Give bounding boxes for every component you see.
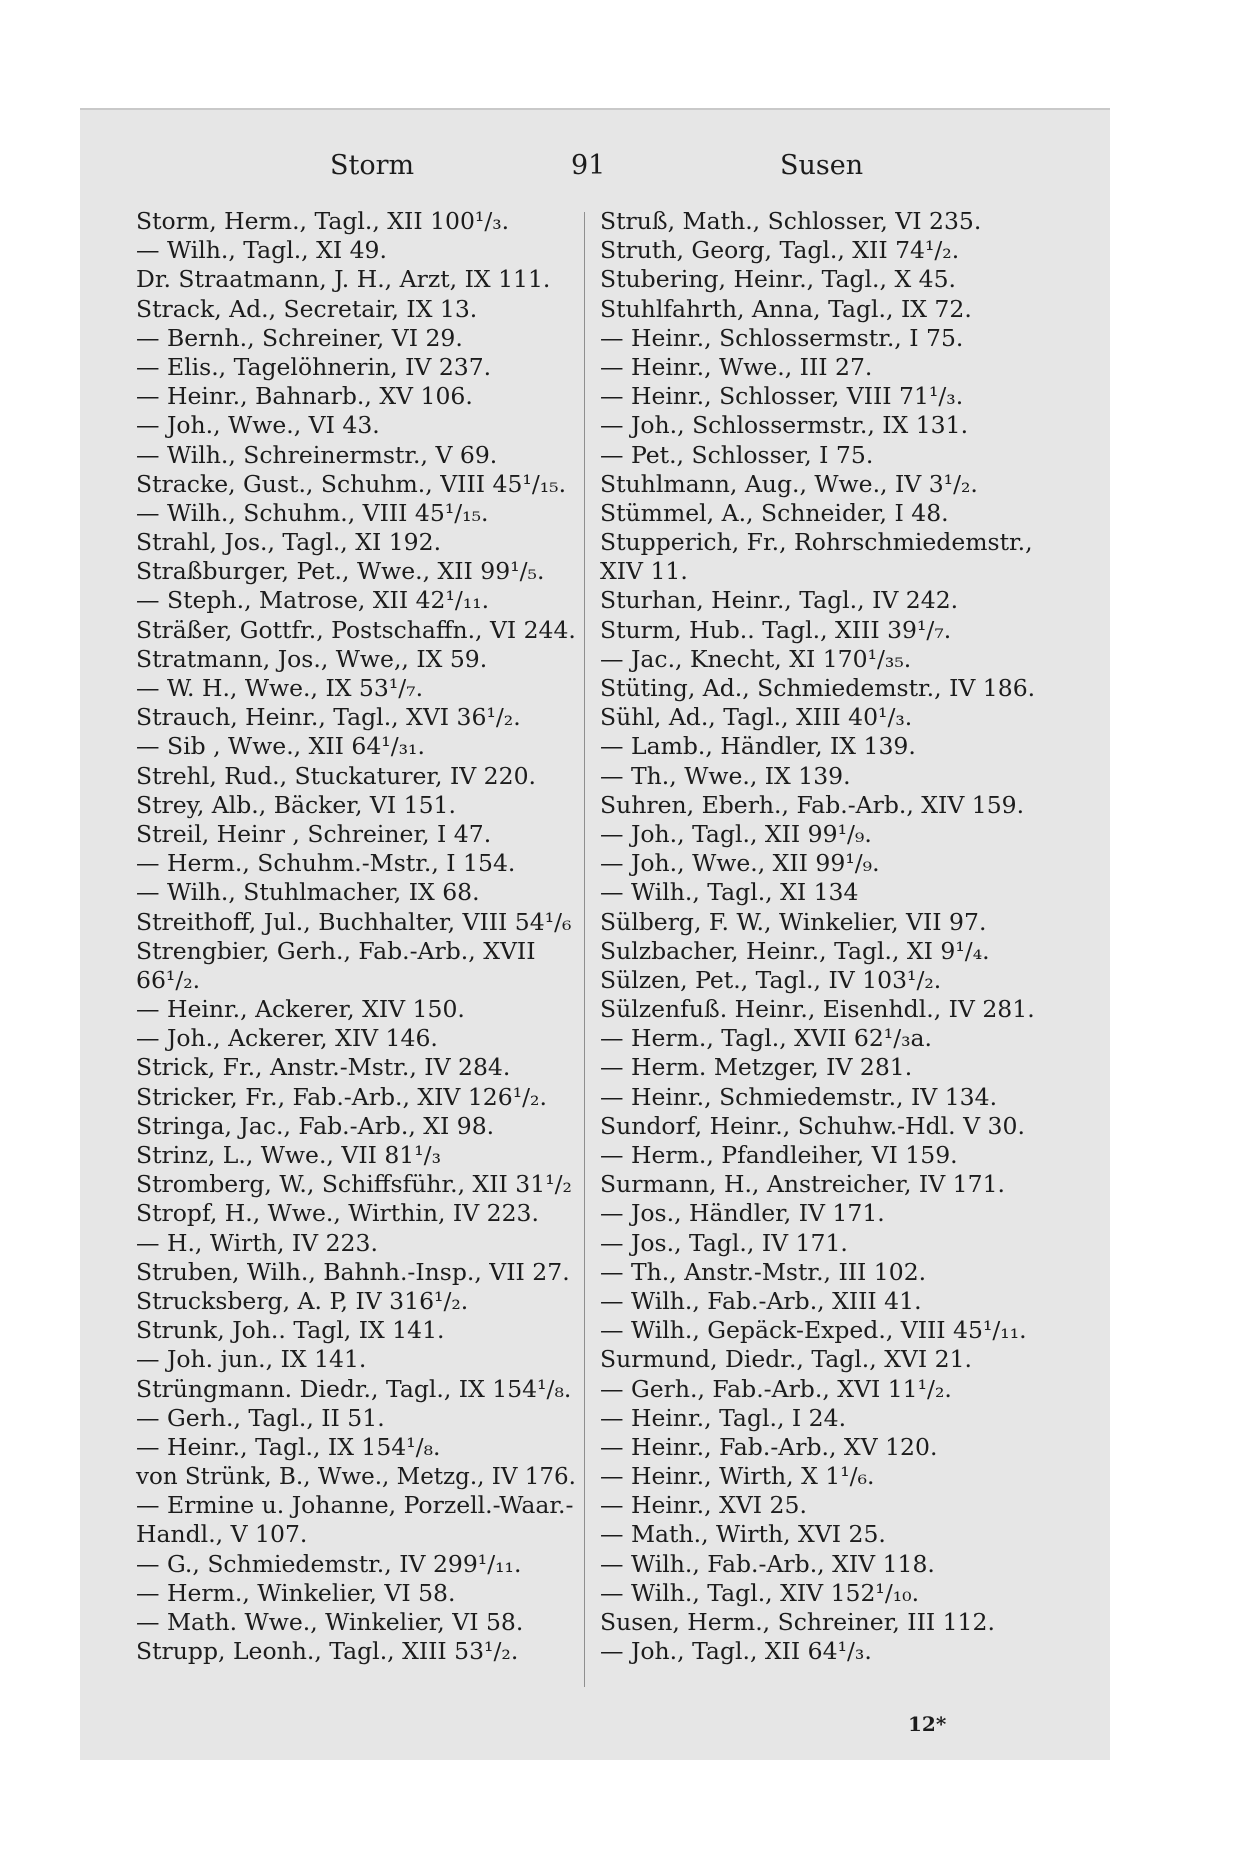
directory-entry: — Herm., Winkelier, VI 58. [136, 1578, 456, 1607]
directory-entry: Strinz, L., Wwe., VII 81¹/₃ [136, 1141, 442, 1169]
directory-entry: Sülberg, F. W., Winkelier, VII 97. [600, 907, 987, 936]
directory-entry: Sühl, Ad., Tagl., XIII 40¹/₃. [600, 703, 913, 732]
directory-entry: — Lamb., Händler, IX 139. [600, 732, 916, 761]
directory-entry: — Heinr., Bahnarb., XV 106. [136, 382, 473, 411]
directory-entry: Dr. Straatmann, J. H., Arzt, IX 111. [136, 265, 551, 294]
directory-entry: — Wilh., Tagl., XI 49. [136, 236, 387, 265]
directory-entry: Sträßer, Gottfr., Postschaffn., VI 244. [136, 615, 576, 644]
directory-entry: Strey, Alb., Bäcker, VI 151. [136, 790, 456, 819]
header-left-word: Storm [330, 150, 415, 181]
directory-entry: Stratmann, Jos., Wwe,, IX 59. [136, 644, 488, 673]
directory-entry: — Heinr., Tagl., IX 154¹/₈. [136, 1432, 441, 1461]
directory-entry: — Joh., Tagl., XII 64¹/₃. [600, 1637, 872, 1666]
directory-entry: — Jac., Knecht, XI 170¹/₃₅. [600, 644, 912, 673]
column-divider [584, 212, 585, 1687]
directory-entry: — Gerh., Fab.-Arb., XVI 11¹/₂. [600, 1374, 952, 1403]
directory-entry: — Joh. jun., IX 141. [136, 1345, 367, 1374]
directory-entry: Susen, Herm., Schreiner, III 112. [600, 1608, 995, 1636]
directory-entry: Stromberg, W., Schiffsführ., XII 31¹/₂ [136, 1170, 572, 1199]
directory-entry: Struß, Math., Schlosser, VI 235. [600, 207, 982, 235]
directory-entry: Surmann, H., Anstreicher, IV 171. [600, 1170, 1005, 1199]
directory-entry: — Jos., Händler, IV 171. [600, 1199, 885, 1228]
directory-entry: Stricker, Fr., Fab.-Arb., XIV 126¹/₂. [136, 1082, 547, 1111]
directory-entry: — W. H., Wwe., IX 53¹/₇. [136, 674, 424, 702]
directory-entry: Strack, Ad., Secretair, IX 13. [136, 294, 478, 323]
directory-entry: Sturm, Hub.. Tagl., XIII 39¹/₇. [600, 615, 952, 644]
directory-entry: Streil, Heinr , Schreiner, I 47. [136, 819, 492, 848]
directory-entry: Surmund, Diedr., Tagl., XVI 21. [600, 1345, 973, 1374]
directory-entry: Strauch, Heinr., Tagl., XVI 36¹/₂. [136, 703, 521, 732]
directory-entry: — Jos., Tagl., IV 171. [600, 1228, 848, 1257]
directory-entry: — Herm., Pfandleiher, VI 159. [600, 1141, 958, 1169]
directory-entry: — Wilh., Fab.-Arb., XIV 118. [600, 1549, 935, 1578]
directory-entry: Stracke, Gust., Schuhm., VIII 45¹/₁₅. [136, 469, 567, 498]
directory-entry: Suhren, Eberh., Fab.-Arb., XIV 159. [600, 790, 1025, 819]
directory-entry: — Heinr., Schlosser, VIII 71¹/₃. [600, 382, 964, 411]
right-column [600, 207, 1040, 1666]
directory-entry: — Wilh., Fab.-Arb., XIII 41. [600, 1286, 922, 1315]
directory-entry: — Wilh., Tagl., XIV 152¹/₁₀. [600, 1578, 920, 1607]
directory-entry: Storm, Herm., Tagl., XII 100¹/₃. [136, 207, 510, 235]
directory-entry: Streithoff, Jul., Buchhalter, VIII 54¹/₆ [136, 907, 572, 936]
directory-entry: Stuhlfahrth, Anna, Tagl., IX 72. [600, 294, 972, 323]
directory-entry: — Wilh., Gepäck-Exped., VIII 45¹/₁₁. [600, 1316, 1027, 1345]
directory-entry: Sturhan, Heinr., Tagl., IV 242. [600, 586, 959, 615]
directory-entry: — Heinr., Ackerer, XIV 150. [136, 995, 465, 1024]
directory-entry: — Wilh., Tagl., XI 134 [600, 878, 859, 907]
directory-entry: Sülzenfuß. Heinr., Eisenhdl., IV 281. [600, 995, 1035, 1024]
directory-entry: Strüngmann. Diedr., Tagl., IX 154¹/₈. [136, 1374, 572, 1403]
directory-entry: Stupperich, Fr., Rohrschmiedemstr., [600, 528, 1033, 557]
directory-entry: Stüting, Ad., Schmiedemstr., IV 186. [600, 674, 1036, 702]
directory-entry: — Steph., Matrose, XII 42¹/₁₁. [136, 586, 490, 615]
directory-entry: Stümmel, A., Schneider, I 48. [600, 498, 949, 527]
directory-entry: — Joh., Wwe., XII 99¹/₉. [600, 849, 880, 878]
directory-entry: — Sib , Wwe., XII 64¹/₃₁. [136, 732, 425, 761]
directory-entry: — Th., Wwe., IX 139. [600, 761, 851, 790]
directory-entry: — Joh., Schlossermstr., IX 131. [600, 411, 969, 440]
directory-entry: Straßburger, Pet., Wwe., XII 99¹/₅. [136, 557, 545, 586]
directory-entry: — Heinr., Wirth, X 1¹/₆. [600, 1462, 875, 1491]
directory-entry: Struben, Wilh., Bahnh.-Insp., VII 27. [136, 1257, 570, 1286]
signature-mark: 12* [908, 1712, 947, 1736]
directory-entry: — Heinr., Wwe., III 27. [600, 352, 873, 381]
directory-entry: — Bernh., Schreiner, VI 29. [136, 323, 463, 352]
directory-entry: — Math., Wirth, XVI 25. [600, 1520, 886, 1549]
directory-entry: — Wilh., Schuhm., VIII 45¹/₁₅. [136, 498, 489, 527]
directory-entry: — Heinr., Fab.-Arb., XV 120. [600, 1432, 938, 1461]
directory-entry: — Math. Wwe., Winkelier, VI 58. [136, 1608, 524, 1636]
directory-entry: Strengbier, Gerh., Fab.-Arb., XVII [136, 936, 536, 965]
directory-entry: Stringa, Jac., Fab.-Arb., XI 98. [136, 1111, 495, 1140]
directory-entry: — Heinr., XVI 25. [600, 1491, 807, 1520]
directory-entry: Sulzbacher, Heinr., Tagl., XI 9¹/₄. [600, 936, 990, 965]
directory-entry: Handl., V 107. [136, 1520, 308, 1549]
left-column [136, 207, 576, 1666]
directory-entry: — Heinr., Schmiedemstr., IV 134. [600, 1082, 998, 1111]
directory-entry: — Gerh., Tagl., II 51. [136, 1403, 385, 1432]
directory-entry: Struth, Georg, Tagl., XII 74¹/₂. [600, 236, 960, 265]
directory-entry: — Ermine u. Johanne, Porzell.-Waar.- [136, 1491, 574, 1520]
directory-entry: Stuhlmann, Aug., Wwe., IV 3¹/₂. [600, 469, 978, 498]
directory-entry: XIV 11. [600, 557, 688, 586]
directory-entry: — Joh., Ackerer, XIV 146. [136, 1024, 438, 1053]
page-header [0, 150, 1244, 186]
directory-entry: Strehl, Rud., Stuckaturer, IV 220. [136, 761, 537, 790]
directory-entry: — Heinr., Schlossermstr., I 75. [600, 323, 964, 352]
directory-entry: — H., Wirth, IV 223. [136, 1228, 378, 1257]
directory-entry: — Joh., Wwe., VI 43. [136, 411, 380, 440]
directory-entry: — G., Schmiedemstr., IV 299¹/₁₁. [136, 1549, 522, 1578]
directory-entry: — Herm., Tagl., XVII 62¹/₃a. [600, 1024, 933, 1053]
header-right-word: Susen [780, 150, 864, 181]
directory-entry: — Joh., Tagl., XII 99¹/₉. [600, 819, 872, 848]
directory-entry: — Pet., Schlosser, I 75. [600, 440, 874, 469]
directory-entry: Strucksberg, A. P, IV 316¹/₂. [136, 1286, 469, 1315]
directory-entry: 66¹/₂. [136, 965, 201, 994]
directory-entry: Strick, Fr., Anstr.-Mstr., IV 284. [136, 1053, 511, 1082]
directory-entry: Sülzen, Pet., Tagl., IV 103¹/₂. [600, 965, 942, 994]
directory-entry: — Herm., Schuhm.-Mstr., I 154. [136, 849, 516, 878]
directory-entry: von Strünk, B., Wwe., Metzg., IV 176. [136, 1462, 576, 1491]
directory-entry: — Th., Anstr.-Mstr., III 102. [600, 1257, 927, 1286]
directory-entry: — Wilh., Stuhlmacher, IX 68. [136, 878, 480, 907]
directory-entry: — Heinr., Tagl., I 24. [600, 1403, 847, 1432]
directory-entry: Strupp, Leonh., Tagl., XIII 53¹/₂. [136, 1637, 519, 1666]
directory-entry: Stropf, H., Wwe., Wirthin, IV 223. [136, 1199, 539, 1228]
directory-entry: Strahl, Jos., Tagl., XI 192. [136, 528, 442, 557]
directory-entry: Strunk, Joh.. Tagl, IX 141. [136, 1316, 445, 1345]
directory-entry: Sundorf, Heinr., Schuhw.-Hdl. V 30. [600, 1111, 1025, 1140]
page-number: 91 [571, 150, 606, 181]
directory-entry: Stubering, Heinr., Tagl., X 45. [600, 265, 957, 294]
directory-entry: — Wilh., Schreinermstr., V 69. [136, 440, 498, 469]
directory-entry: — Herm. Metzger, IV 281. [600, 1053, 913, 1082]
directory-entry: — Elis., Tagelöhnerin, IV 237. [136, 352, 492, 381]
